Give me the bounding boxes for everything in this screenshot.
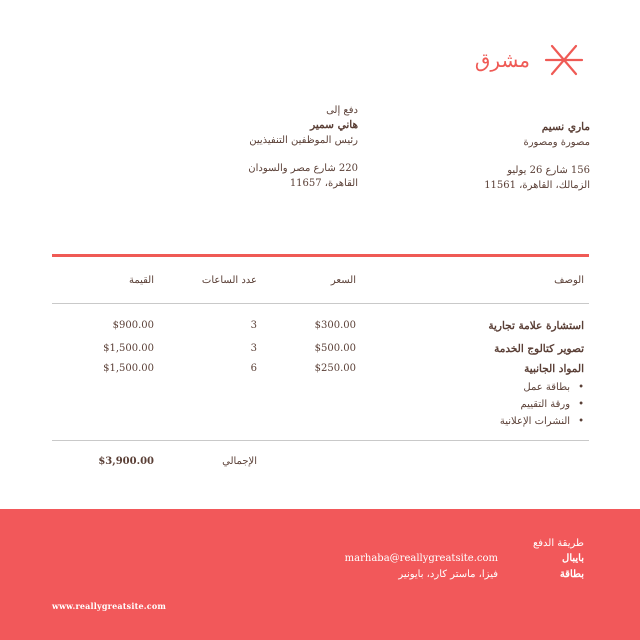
row-2-price: $500.00 xyxy=(314,343,356,354)
recipient-address-line2: القاهرة، 11657 xyxy=(289,178,358,189)
website-link[interactable]: www.reallygreatsite.com xyxy=(52,601,167,611)
sender-company: مصورة ومصورة xyxy=(523,137,590,148)
list-item: • النشرات الإعلانية xyxy=(500,413,584,430)
recipient-address-line1: 220 شارع مصر والسودان xyxy=(248,163,358,174)
row-1-price: $300.00 xyxy=(314,320,356,331)
row-2-hours: 3 xyxy=(250,343,257,354)
list-item: • ورقة التقييم xyxy=(500,396,584,413)
header-amount: القيمة xyxy=(128,275,154,286)
paypal-label: بايبال xyxy=(562,553,584,564)
sender-name: ماري نسيم xyxy=(541,121,590,133)
sender-address-line2: الزمالك، القاهرة، 11561 xyxy=(484,180,590,191)
header-divider xyxy=(52,303,589,304)
row-1-hours: 3 xyxy=(250,320,257,331)
list-item: • بطاقة عمل xyxy=(500,379,584,396)
asterisk-star-icon xyxy=(544,40,584,80)
paypal-email: marhaba@reallygreatsite.com xyxy=(344,553,498,564)
recipient-info xyxy=(138,103,358,191)
row-1-description: استشارة علامة تجارية xyxy=(488,320,584,332)
brand-header xyxy=(475,40,584,80)
payment-method-title: طريقة الدفع xyxy=(532,538,584,549)
total-label: الإجمالي xyxy=(222,456,257,467)
card-types: فيزا، ماستر كارد، بايونير xyxy=(398,569,498,580)
recipient-title: رئيس الموظفين التنفيذيين xyxy=(249,135,358,146)
sender-info xyxy=(390,120,590,193)
sub-items-list xyxy=(500,379,584,430)
header-price: السعر xyxy=(330,275,356,286)
card-label: بطاقة xyxy=(559,569,584,580)
recipient-name: هاني سمير xyxy=(310,119,358,131)
row-3-hours: 6 xyxy=(250,363,257,374)
total-value: $3,900.00 xyxy=(98,456,154,467)
header-hours: عدد الساعات xyxy=(201,275,257,286)
table-top-divider xyxy=(52,254,589,257)
row-3-price: $250.00 xyxy=(314,363,356,374)
row-3-amount: $1,500.00 xyxy=(103,363,154,374)
row-3-description: المواد الجانبية xyxy=(524,363,584,375)
brand-name: مشرق xyxy=(474,48,530,72)
row-2-description: تصوير كتالوج الخدمة xyxy=(494,343,584,355)
header-description: الوصف xyxy=(554,275,584,286)
sender-address-line1: 156 شارع 26 يوليو xyxy=(507,165,590,176)
row-1-amount: $900.00 xyxy=(112,320,154,331)
row-2-amount: $1,500.00 xyxy=(103,343,154,354)
payment-footer xyxy=(0,509,640,640)
total-divider xyxy=(52,440,589,441)
pay-to-label: دفع إلى xyxy=(326,105,358,116)
